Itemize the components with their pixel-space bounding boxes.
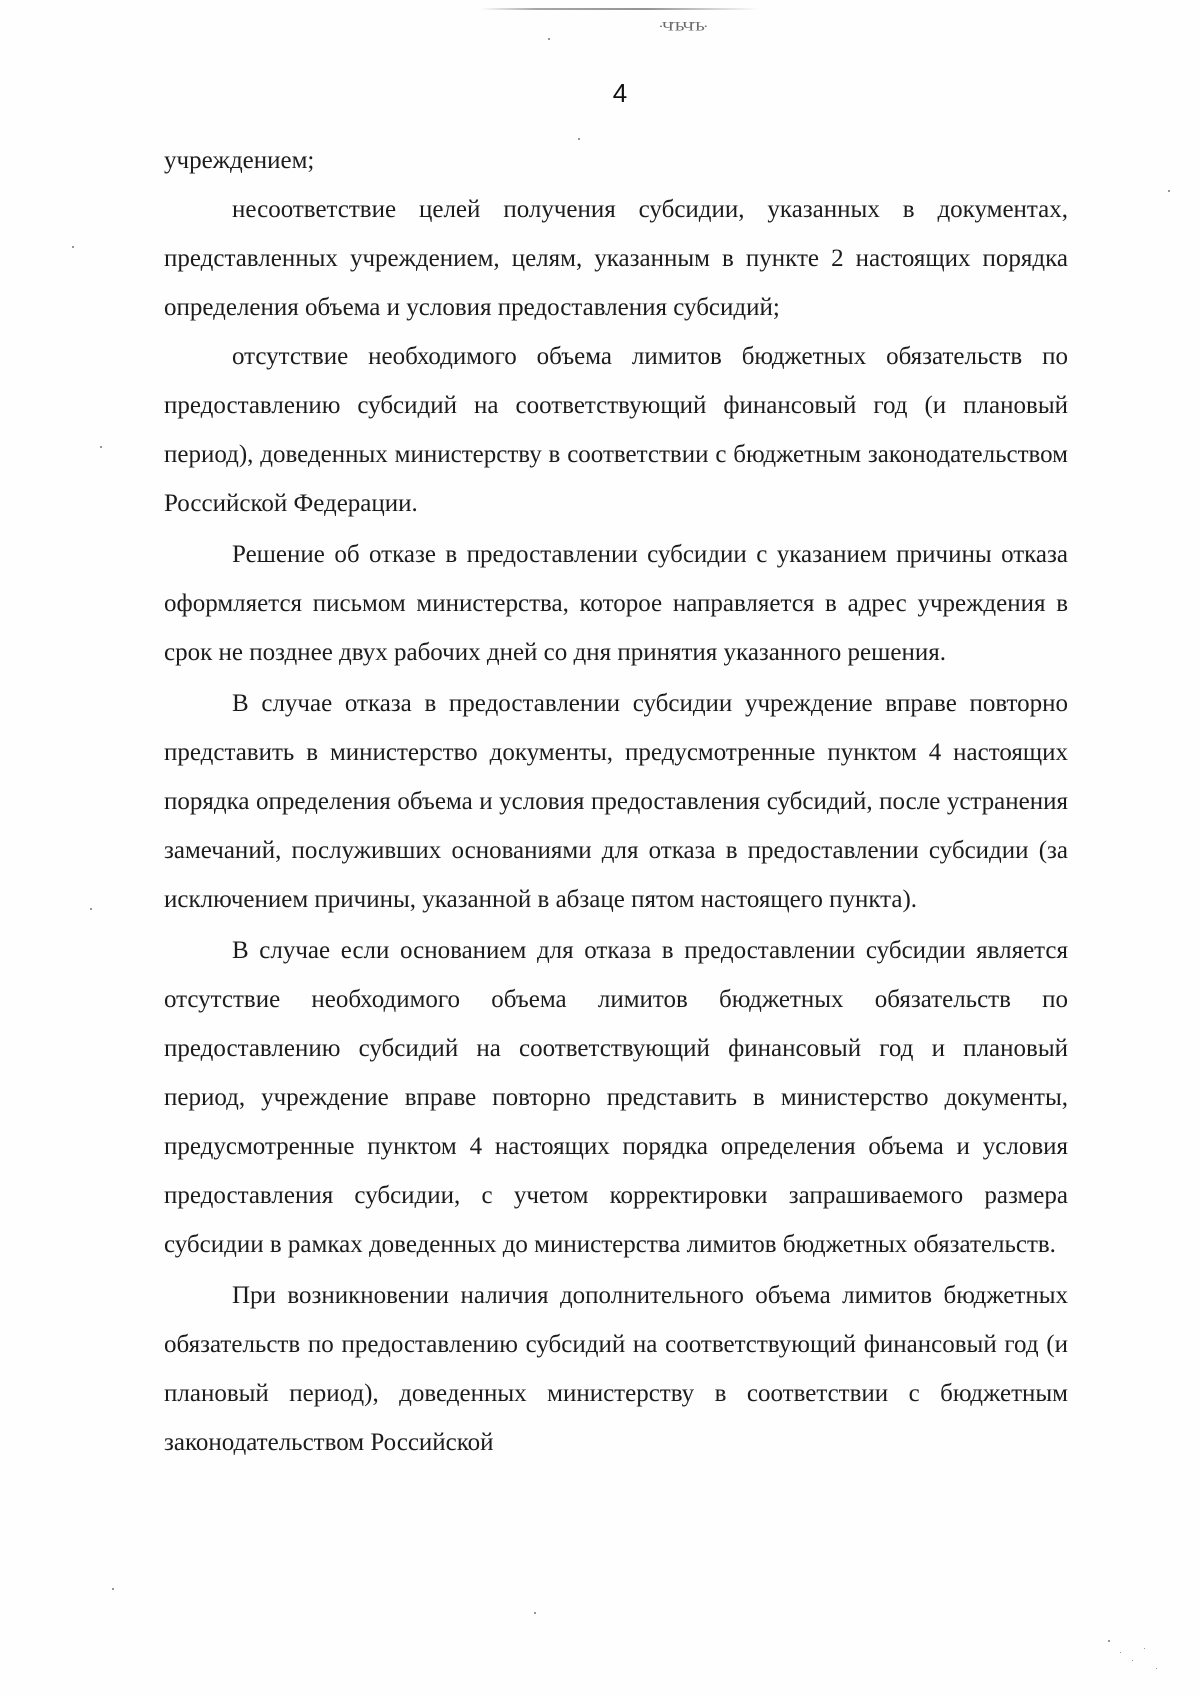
- paragraph: Решение об отказе в предоставлении субсидии с указанием причины отказа оформляется письмом министерства, которое направляется в адрес учреждения в срок не позднее двух рабочих дней со дня принятия указанного решения.: [164, 541, 1068, 666]
- page-number: 4: [612, 78, 628, 108]
- scan-mark: ·ЧЪЧЪ·: [658, 19, 707, 34]
- paragraph: В случае если основанием для отказа в предоставлении субсидии является отсутствие необходимого объема лимитов бюджетных обязательств по предоставлению субсидий на соответствующий финансовый год и плановый период, учреждение вправе повторно представить в министерство документы, предусмотренные пунктом 4 настоящих порядка определения объема и условия предоставления субсидии, с учетом корректировки запрашиваемого размера субсидии в рамках доведенных до министерства лимитов бюджетных обязательств.: [164, 937, 1068, 1258]
- paragraph: В случае отказа в предоставлении субсидии учреждение вправе повторно представить в министерство документы, предусмотренные пунктом 4 настоящих порядка определения объема и условия предоставления субсидий, после устранения замечаний, послуживших основаниями для отказа в предоставлении субсидии (за исключением причины, указанной в абзаце пятом настоящего пункта).: [164, 690, 1068, 913]
- scan-top-edge: [480, 8, 760, 10]
- document-body: [164, 136, 1068, 1467]
- paragraph-continuation: учреждением;: [164, 147, 315, 174]
- paragraph: несоответствие целей получения субсидии, указанных в документах, представленных учреждением, целям, указанным в пункте 2 настоящих порядка определения объема и условия предоставления субсидий;: [164, 196, 1068, 321]
- paragraph: отсутствие необходимого объема лимитов бюджетных обязательств по предоставлению субсидий на соответствующий финансовый год (и плановый период), доведенных министерству в соответствии с бюджетным законодательством Российской Федерации.: [164, 343, 1068, 517]
- paragraph: При возникновении наличия дополнительного объема лимитов бюджетных обязательств по предоставлению субсидий на соответствующий финансовый год (и плановый период), доведенных министерству в соответствии с бюджетным законодательством Российской: [164, 1282, 1068, 1456]
